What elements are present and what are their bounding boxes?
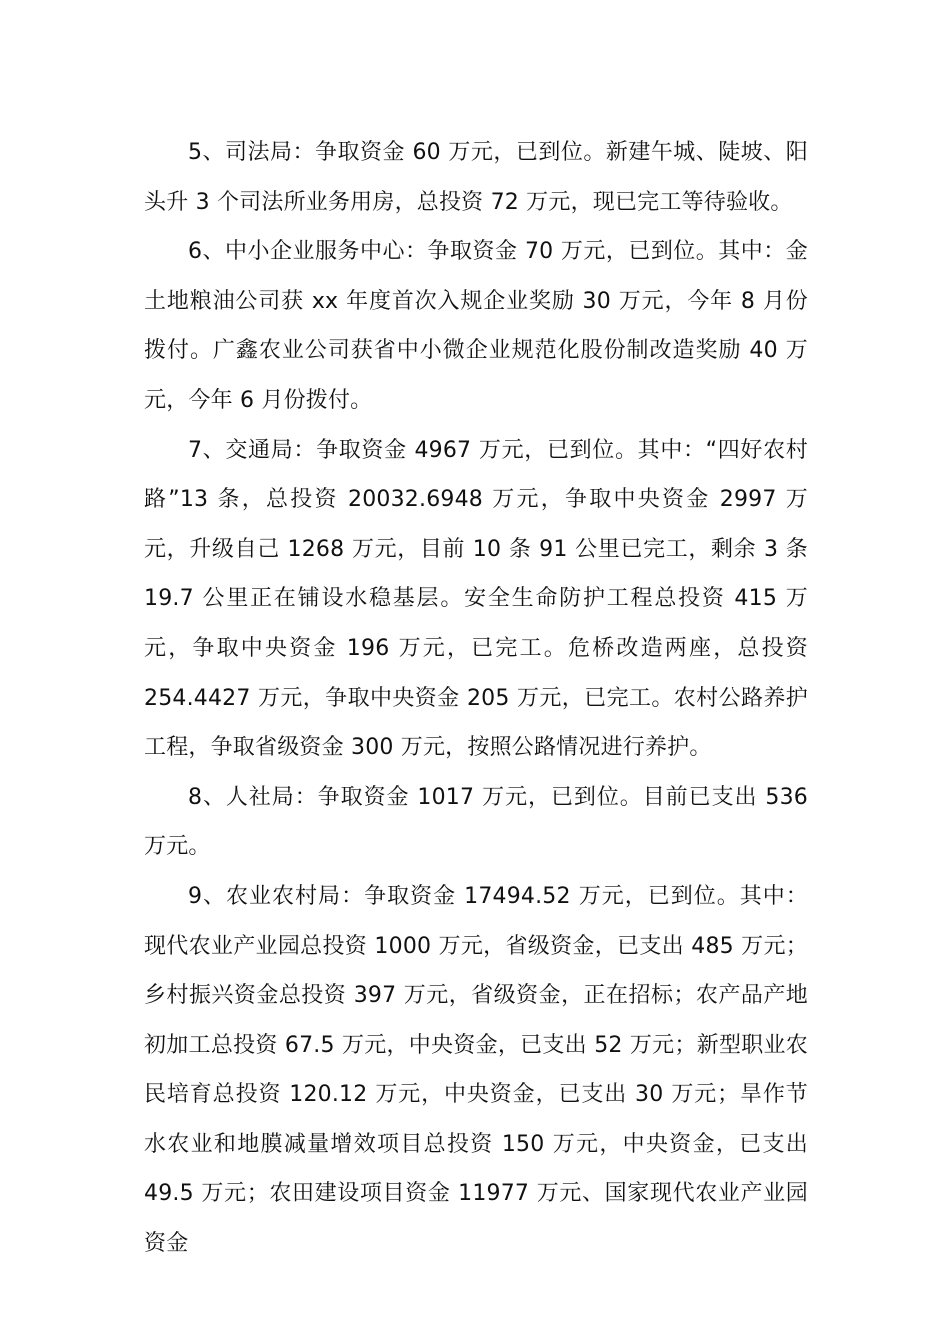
- paragraph-agriculture-bureau: 9、农业农村局：争取资金 17494.52 万元，已到位。其中：现代农业产业园总投资 1000 万元，省级资金，已支出 485 万元；乡村振兴资金总投资 397 万元，省级资金，正在招标；农产品产地初加工总投资 67.5 万元，中央资金，已支出 52 万元；新型职业农民培育总投资 120.12 万元，中央资金，已支出 30 万元；旱作节水农业和地膜减量增效项目总投资 150 万元，中央资金，已支出 49.5 万元；农田建设项目资金 11977 万元、国家现代农业产业园资金: [144, 883, 808, 1257]
- document-body: [144, 128, 808, 1269]
- paragraph-human-resources-bureau: 8、人社局：争取资金 1017 万元，已到位。目前已支出 536 万元。: [144, 784, 808, 860]
- paragraph-transport-bureau: 7、交通局：争取资金 4967 万元，已到位。其中：“四好农村路”13 条，总投资 20032.6948 万元，争取中央资金 2997 万元，升级自己 1268 万元，目前 10 条 91 公里已完工，剩余 3 条 19.7 公里正在铺设水稳基层。安全生命防护工程总投资 415 万元，争取中央资金 196 万元，已完工。危桥改造两座，总投资 254.4427 万元，争取中央资金 205 万元，已完工。农村公路养护工程，争取省级资金 300 万元，按照公路情况进行养护。: [144, 437, 808, 761]
- paragraph-sme-service-center: 6、中小企业服务中心：争取资金 70 万元，已到位。其中：金土地粮油公司获 xx 年度首次入规企业奖励 30 万元，今年 8 月份拨付。广鑫农业公司获省中小微企业规范化股份制改造奖励 40 万元，今年 6 月份拨付。: [144, 239, 808, 413]
- paragraph-judicial-bureau: 5、司法局：争取资金 60 万元，已到位。新建午城、陡坡、阳头升 3 个司法所业务用房，总投资 72 万元，现已完工等待验收。: [144, 140, 808, 215]
